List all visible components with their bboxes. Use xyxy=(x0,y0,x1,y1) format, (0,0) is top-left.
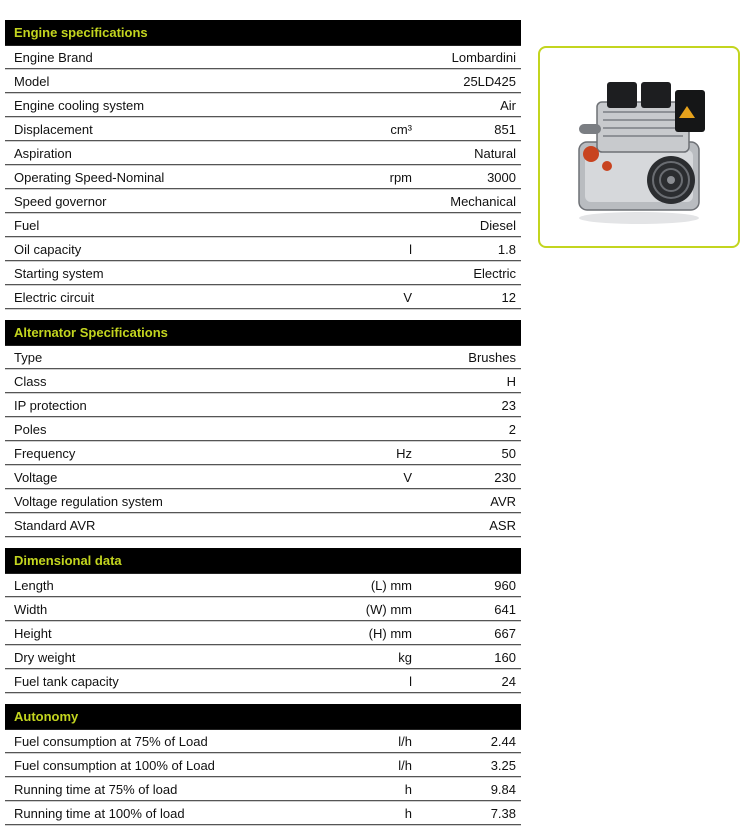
spec-row xyxy=(5,214,521,237)
spec-unit: h xyxy=(404,781,412,797)
section-title: Dimensional data xyxy=(5,548,521,574)
spec-label: IP protection xyxy=(14,397,87,413)
spec-unit: l/h xyxy=(398,733,412,749)
spec-row xyxy=(5,490,521,513)
spec-row xyxy=(5,238,521,261)
spec-value: 960 xyxy=(494,577,516,593)
spec-value: Air xyxy=(500,97,516,113)
spec-value: 24 xyxy=(501,673,516,689)
section-title: Engine specifications xyxy=(5,20,521,46)
spec-value: Mechanical xyxy=(450,193,516,209)
spec-value: Electric xyxy=(473,265,516,281)
spec-unit: (H) mm xyxy=(368,625,412,641)
section-title: Autonomy xyxy=(5,704,521,730)
spec-row xyxy=(5,262,521,285)
spec-label: Type xyxy=(14,349,43,365)
spec-value: 2.44 xyxy=(490,733,516,749)
spec-row xyxy=(5,142,521,165)
spec-label: Frequency xyxy=(14,445,76,461)
spec-unit: l/h xyxy=(398,757,412,773)
spec-row xyxy=(5,46,521,69)
engine-specifications-section xyxy=(5,20,521,309)
spec-value: 851 xyxy=(494,121,516,137)
spec-label: Poles xyxy=(14,421,47,437)
spec-value: 3000 xyxy=(487,169,516,185)
spec-label: Speed governor xyxy=(14,193,107,209)
spec-unit: (L) mm xyxy=(370,577,412,593)
spec-row xyxy=(5,730,521,753)
spec-label: Length xyxy=(14,577,54,593)
spec-value: 23 xyxy=(501,397,516,413)
spec-value: 230 xyxy=(494,469,516,485)
spec-label: Engine Brand xyxy=(14,49,93,65)
spec-label: Fuel xyxy=(14,217,40,233)
spec-row xyxy=(5,466,521,489)
spec-row xyxy=(5,598,521,621)
spec-value: 2 xyxy=(508,421,516,437)
spec-label: Standard AVR xyxy=(14,517,96,533)
spec-label: Engine cooling system xyxy=(14,97,145,113)
spec-row xyxy=(5,574,521,597)
spec-label: Class xyxy=(14,373,47,389)
spec-unit: rpm xyxy=(389,169,412,185)
spec-value: 641 xyxy=(494,601,516,617)
spec-label: Operating Speed-Nominal xyxy=(14,169,165,185)
autonomy-section xyxy=(5,704,521,825)
spec-label: Dry weight xyxy=(14,649,76,665)
spec-value: ASR xyxy=(489,517,516,533)
spec-value: Lombardini xyxy=(451,49,516,65)
spec-value: 9.84 xyxy=(490,781,516,797)
spec-sheet xyxy=(5,20,521,826)
spec-label: Oil capacity xyxy=(14,241,82,257)
spec-label: Height xyxy=(14,625,52,641)
engine-generator-icon xyxy=(549,62,729,232)
product-photo-frame xyxy=(538,46,740,248)
spec-row xyxy=(5,514,521,537)
spec-unit: l xyxy=(409,673,412,689)
alternator-specifications-section xyxy=(5,320,521,537)
spec-label: Starting system xyxy=(14,265,104,281)
spec-row xyxy=(5,166,521,189)
spec-value: 7.38 xyxy=(490,805,516,821)
spec-value: H xyxy=(506,373,516,389)
spec-unit: kg xyxy=(398,649,412,665)
spec-label: Voltage xyxy=(14,469,58,485)
dimensional-data-section xyxy=(5,548,521,693)
spec-value: 25LD425 xyxy=(463,73,516,89)
spec-row xyxy=(5,286,521,309)
spec-unit: h xyxy=(404,805,412,821)
spec-row xyxy=(5,118,521,141)
section-title: Alternator Specifications xyxy=(5,320,521,346)
spec-unit: cm³ xyxy=(390,121,412,137)
spec-row xyxy=(5,418,521,441)
spec-row xyxy=(5,370,521,393)
spec-unit: Hz xyxy=(396,445,412,461)
spec-value: 3.25 xyxy=(490,757,516,773)
spec-label: Aspiration xyxy=(14,145,72,161)
spec-label: Voltage regulation system xyxy=(14,493,163,509)
spec-value: Diesel xyxy=(479,217,516,233)
spec-row xyxy=(5,802,521,825)
spec-value: AVR xyxy=(490,493,516,509)
spec-label: Running time at 75% of load xyxy=(14,781,178,797)
spec-value: 160 xyxy=(494,649,516,665)
spec-unit: l xyxy=(409,241,412,257)
spec-row xyxy=(5,190,521,213)
spec-row xyxy=(5,778,521,801)
spec-label: Displacement xyxy=(14,121,93,137)
spec-row xyxy=(5,670,521,693)
spec-row xyxy=(5,70,521,93)
spec-value: 12 xyxy=(501,289,516,305)
spec-unit: (W) mm xyxy=(365,601,412,617)
spec-label: Fuel consumption at 75% of Load xyxy=(14,733,208,749)
spec-row xyxy=(5,622,521,645)
spec-row xyxy=(5,442,521,465)
spec-label: Width xyxy=(14,601,48,617)
spec-value: 1.8 xyxy=(497,241,516,257)
spec-row xyxy=(5,754,521,777)
spec-unit: V xyxy=(403,289,412,305)
spec-value: Brushes xyxy=(468,349,516,365)
spec-row xyxy=(5,646,521,669)
spec-value: 50 xyxy=(501,445,516,461)
spec-label: Model xyxy=(14,73,50,89)
spec-row xyxy=(5,394,521,417)
spec-label: Electric circuit xyxy=(14,289,95,305)
spec-label: Fuel consumption at 100% of Load xyxy=(14,757,215,773)
spec-label: Running time at 100% of load xyxy=(14,805,185,821)
spec-row xyxy=(5,94,521,117)
spec-label: Fuel tank capacity xyxy=(14,673,119,689)
spec-row xyxy=(5,346,521,369)
spec-unit: V xyxy=(403,469,412,485)
spec-value: Natural xyxy=(474,145,516,161)
spec-value: 667 xyxy=(494,625,516,641)
